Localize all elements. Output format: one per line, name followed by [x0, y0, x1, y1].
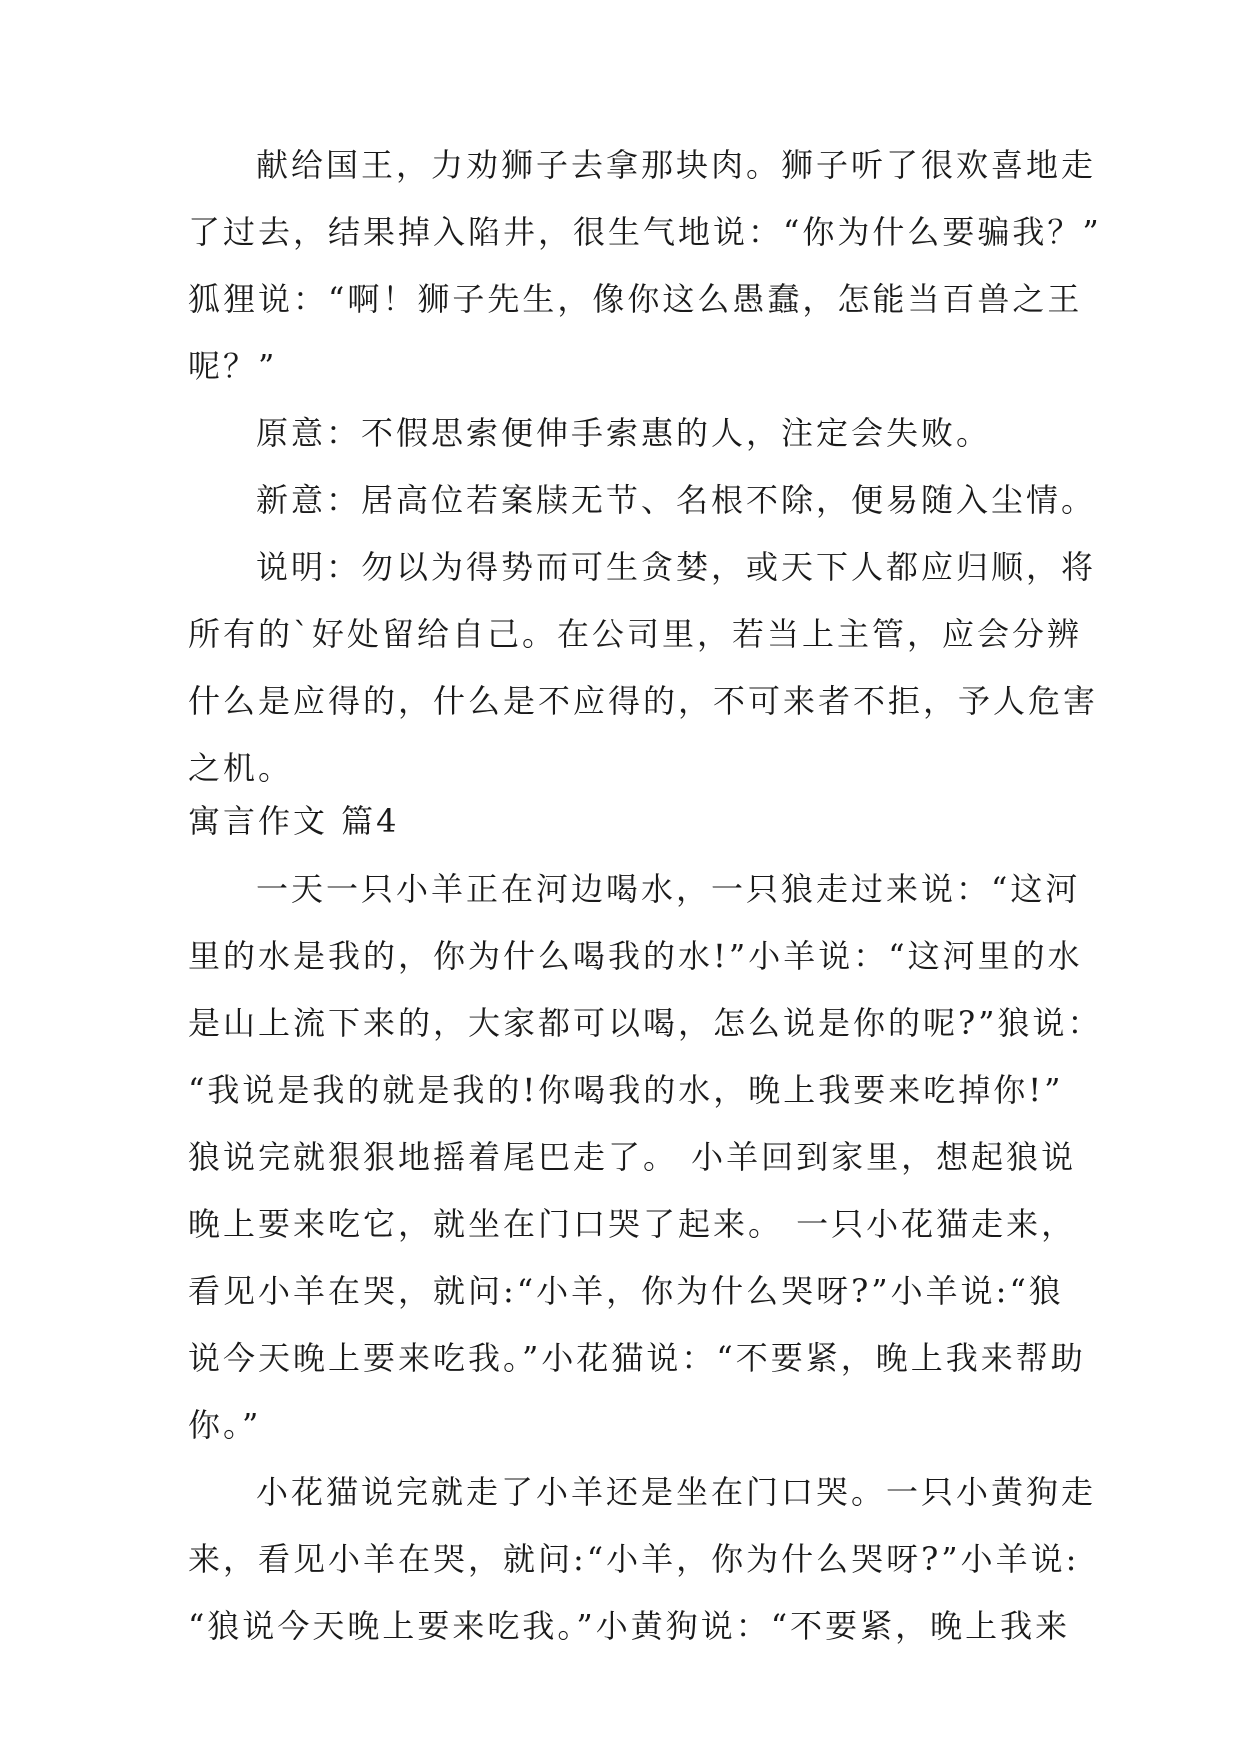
- text-line: “狼说今天晚上要来吃我。”小黄狗说：“不要紧，晚上我来: [188, 1607, 1071, 1645]
- text-line: 看见小羊在哭，就问:“小羊，你为什么哭呀?”小羊说:“狼: [188, 1272, 1064, 1310]
- paragraph-block-bottom: [188, 856, 1103, 1660]
- paragraph-block-top: [188, 132, 1102, 802]
- text-line: 你。”: [188, 1406, 262, 1444]
- text-line: 之机。: [188, 749, 294, 787]
- text-line: 了过去，结果掉入陷井，很生气地说：“你为什么要骗我？”: [188, 213, 1102, 251]
- text-line: 小花猫说完就走了小羊还是坐在门口哭。一只小黄狗走: [256, 1473, 1097, 1511]
- text-line: 一天一只小羊正在河边喝水，一只狼走过来说：“这河: [256, 870, 1081, 908]
- text-line: 说明：勿以为得势而可生贪婪，或天下人都应归顺，将: [256, 548, 1097, 586]
- text-line: 献给国王，力劝狮子去拿那块肉。狮子听了很欢喜地走: [256, 146, 1097, 184]
- text-line: 是山上流下来的，大家都可以喝，怎么说是你的呢?”狼说：: [188, 1004, 1103, 1042]
- text-line: 什么是应得的，什么是不应得的，不可来者不拒，予人危害: [188, 682, 1099, 720]
- text-line: 呢？”: [188, 347, 278, 385]
- text-line: 里的水是我的，你为什么喝我的水!”小羊说：“这河里的水: [188, 937, 1083, 975]
- text-line: 说今天晚上要来吃我。”小花猫说：“不要紧，晚上我来帮助: [188, 1339, 1086, 1377]
- text-line: 所有的`好处留给自己。在公司里，若当上主管，应会分辨: [188, 615, 1083, 653]
- text-line: 原意：不假思索便伸手索惠的人，注定会失败。: [256, 414, 992, 452]
- text-line: 来，看见小羊在哭，就问:“小羊，你为什么哭呀?”小羊说:: [188, 1540, 1080, 1578]
- section-heading: 寓言作文 篇4: [188, 802, 400, 840]
- text-line: 新意：居高位若案牍无节、名根不除，便易随入尘情。: [256, 481, 1097, 519]
- text-line: 狐狸说：“啊！狮子先生，像你这么愚蠢，怎能当百兽之王: [188, 280, 1083, 318]
- text-line: 晚上要来吃它，就坐在门口哭了起来。 一只小花猫走来，: [188, 1205, 1077, 1243]
- text-line: “我说是我的就是我的!你喝我的水，晚上我要来吃掉你!”: [188, 1071, 1064, 1109]
- text-line: 狼说完就狠狠地摇着尾巴走了。 小羊回到家里，想起狼说: [188, 1138, 1077, 1176]
